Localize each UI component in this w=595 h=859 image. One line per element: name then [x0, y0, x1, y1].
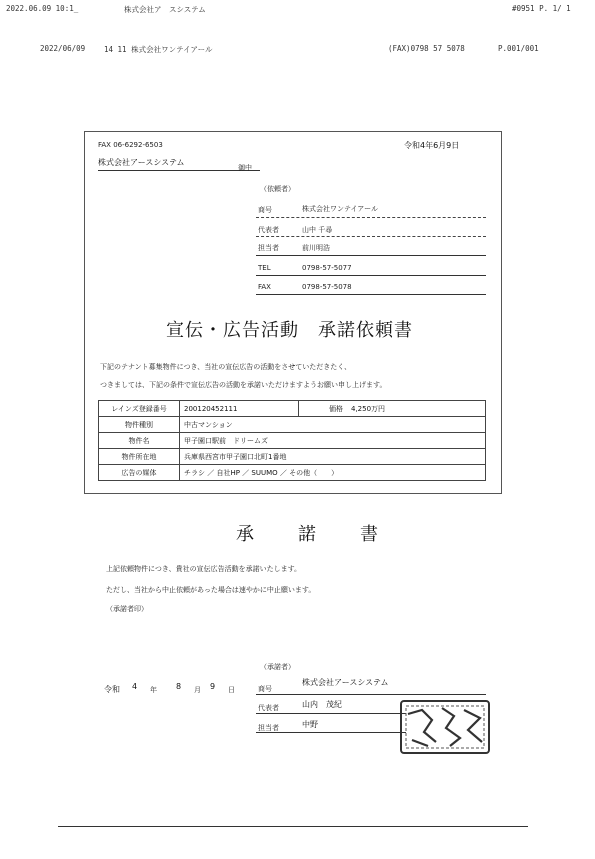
fax-header2-fax: (FAX)0798 57 5078 [388, 44, 465, 53]
request-date: 令和4年6月9日 [404, 141, 460, 150]
property-type-label: 物件種別 [99, 417, 180, 433]
property-name-label: 物件名 [99, 433, 180, 449]
seal-scribble [402, 702, 488, 752]
consent-title-char-1: 承 [236, 524, 254, 545]
request-title: 宣伝・広告活動 承諾依頼書 [166, 320, 413, 341]
consent-date-year-unit: 年 [150, 686, 157, 694]
consent-title-char-3: 書 [360, 524, 378, 545]
field-value-staff: 前川明浩 [302, 244, 330, 252]
property-table [98, 400, 486, 481]
field-value-representative: 山中 千尋 [302, 226, 333, 234]
consent-date-year: 4 [132, 682, 138, 691]
field-value-company: 株式会社ワンテイアール [302, 205, 378, 213]
field-value-tel: 0798-57-5077 [302, 264, 352, 272]
consent-staff-line [256, 732, 406, 733]
ad-media-value: チラシ ／ 自社HP ／ SUUMO ／ その他（ ） [180, 465, 486, 481]
property-address-value: 兵庫県西宮市甲子園口北町1番地 [180, 449, 486, 465]
consent-date-day-unit: 日 [228, 686, 235, 694]
consent-company-label: 商号 [258, 685, 272, 693]
table-row [99, 433, 486, 449]
consent-date-month-unit: 月 [194, 686, 201, 694]
field-label-fax: FAX [258, 283, 271, 291]
field-line-fax [256, 294, 486, 295]
consent-date-month: 8 [176, 682, 182, 691]
field-label-tel: TEL [258, 264, 271, 272]
field-line-company [256, 217, 486, 218]
consent-staff-label: 担当者 [258, 724, 279, 732]
consent-date-day: 9 [210, 682, 216, 691]
consent-line-1: 上記依頼物件につき、貴社の宣伝広告活動を承諾いたします。 [106, 565, 302, 573]
field-line-representative [256, 236, 486, 237]
consent-company-value: 株式会社アースシステム [302, 678, 389, 687]
price-label: 価格 [299, 401, 348, 417]
fax-header-left: 2022.06.09 10:1_ [6, 4, 79, 13]
field-value-fax: 0798-57-5078 [302, 283, 352, 291]
field-label-staff: 担当者 [258, 244, 279, 252]
price-value: 4,250万円 [347, 401, 486, 417]
requester-label: （依頼者） [260, 185, 295, 193]
consent-company-line [256, 694, 486, 695]
reins-number: 200120452111 [180, 401, 299, 417]
consent-title-char-2: 諾 [298, 524, 316, 545]
intro-line-1: 下記のテナント募集物件につき、当社の宣伝広告の活動をさせていただきたく、 [100, 363, 352, 371]
consent-date-era: 令和 [104, 685, 120, 694]
consent-rep-line [256, 713, 406, 714]
table-row [99, 465, 486, 481]
property-name-value: 甲子園口駅前 ドリームズ [180, 433, 486, 449]
fax-header2-date: 2022/06/09 [40, 44, 86, 53]
table-row [99, 449, 486, 465]
table-row [99, 417, 486, 433]
ad-media-label: 広告の媒体 [99, 465, 180, 481]
field-line-tel [256, 275, 486, 276]
property-address-label: 物件所在地 [99, 449, 180, 465]
consent-staff-value: 中野 [302, 720, 318, 729]
consent-rep-value: 山内 茂紀 [302, 700, 342, 709]
fax-header-right: #0951 P. 1/ 1 [512, 4, 571, 13]
recipient-underline [98, 170, 260, 171]
recipient-suffix: 御中 [238, 164, 252, 172]
intro-line-2: つきましては、下記の条件で宣伝広告の活動を承諾いただけますようお願い申し上げます。 [100, 381, 387, 389]
fax-header2-sender: 14 11 株式会社ワンテイアール [104, 45, 213, 54]
fax-header-mid: 株式会社ア スシステム [124, 5, 206, 14]
consent-rep-label: 代表者 [258, 704, 279, 712]
reins-label: レインズ登録番号 [99, 401, 180, 417]
company-seal-stamp [400, 700, 490, 754]
recipient-fax: FAX 06-6292-6503 [98, 141, 163, 149]
field-line-staff [256, 255, 486, 256]
field-label-company: 商号 [258, 206, 272, 214]
consent-line-3: （承諾者印） [106, 605, 148, 613]
fax-header2-page: P.001/001 [498, 44, 539, 53]
property-type-value: 中古マンション [180, 417, 486, 433]
consent-line-2: ただし、当社から中止依頼があった場合は速やかに中止願います。 [106, 586, 316, 594]
consenter-label: （承諾者） [260, 663, 295, 671]
recipient-company: 株式会社アースシステム [98, 158, 185, 167]
table-row [99, 401, 486, 417]
bottom-rule [58, 826, 528, 827]
field-label-representative: 代表者 [258, 226, 279, 234]
